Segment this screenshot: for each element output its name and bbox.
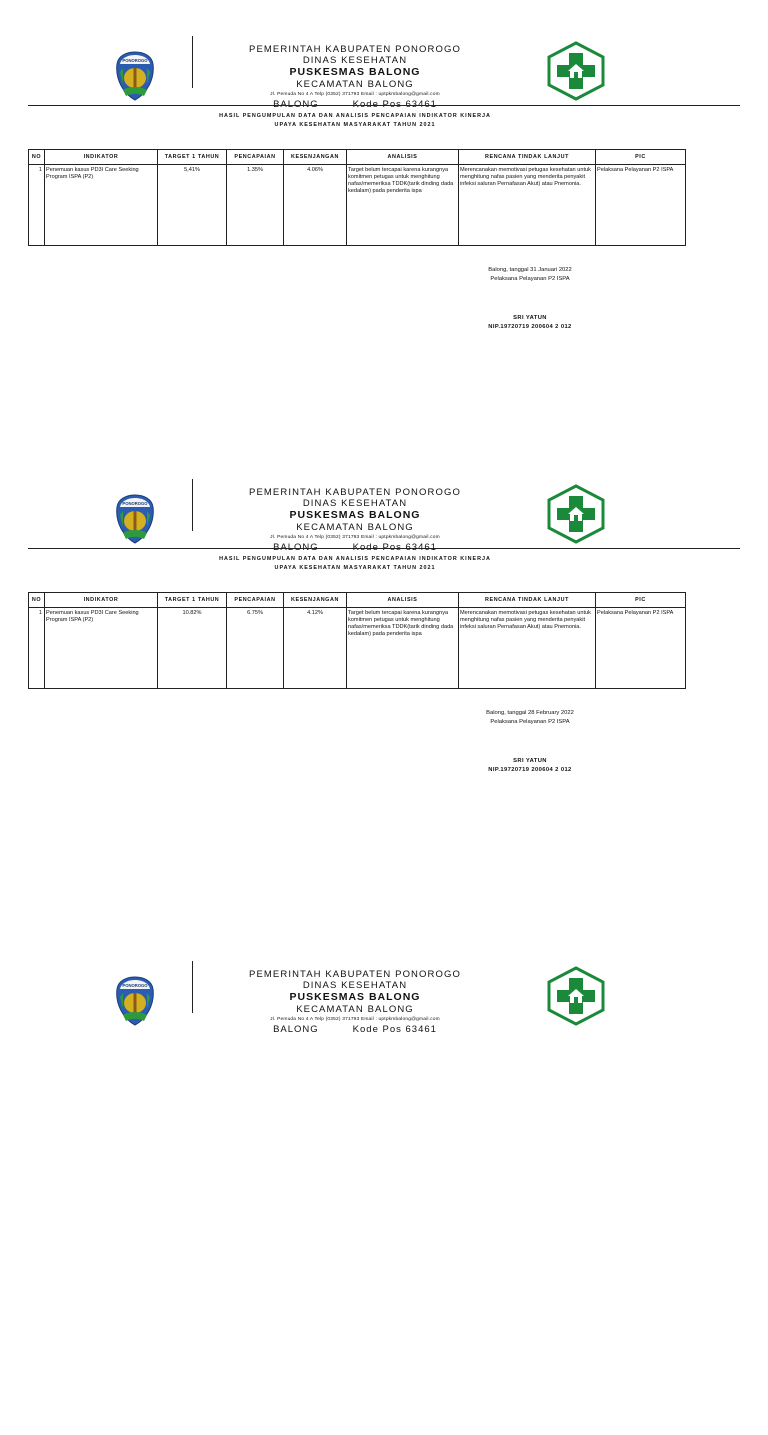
header-divider xyxy=(192,36,193,88)
col-header: TARGET 1 TAHUN xyxy=(158,150,227,165)
cell-indikator: Penemuan kasus PD3I Care Seeking Program ISPA (P2) xyxy=(45,608,158,689)
header-divider xyxy=(192,961,193,1013)
puskesmas-logo-icon xyxy=(545,484,607,544)
signer-block xyxy=(470,314,590,332)
report-title: HASIL PENGUMPULAN DATA DAN ANALISIS PENCAPAIAN INDIKATOR KINERJA UPAYA KESEHATAN MASYARAKAT TAHUN 2021 xyxy=(219,556,491,571)
cell-analisis: Target belum tercapai karena kurangnya komitmen petugas untuk menghitung nafas/memeriksa TDDK(tarik dinding dada kedalam) pada penderita ispa xyxy=(347,608,459,689)
header-divider xyxy=(192,479,193,531)
ponorogo-emblem-icon xyxy=(114,493,156,545)
gov-name: PEMERINTAH KABUPATEN PONOROGO xyxy=(249,969,461,980)
agency-name: DINAS KESEHATAN xyxy=(302,55,408,66)
address: Jl. Pemuda No 4 A Telp (0352) 371793 Email : uptpkmbalong@gmail.com xyxy=(270,535,440,540)
col-header: RENCANA TINDAK LANJUT xyxy=(459,593,596,608)
place-date: Balong, tanggal 28 February 2022 xyxy=(486,710,574,716)
table-row xyxy=(29,165,686,246)
col-header: INDIKATOR xyxy=(45,150,158,165)
district-name: KECAMATAN BALONG xyxy=(296,1004,414,1015)
col-header: INDIKATOR xyxy=(45,593,158,608)
cell-indikator: Penemuan kasus PD3I Care Seeking Program ISPA (P2) xyxy=(45,165,158,246)
report-page xyxy=(0,969,768,1435)
col-header: NO xyxy=(29,150,45,165)
gov-name: PEMERINTAH KABUPATEN PONOROGO xyxy=(249,487,461,498)
ponorogo-emblem-icon xyxy=(114,975,156,1027)
cell-target: 5,41% xyxy=(158,165,227,246)
ponorogo-emblem-icon xyxy=(114,50,156,102)
puskesmas-logo-icon xyxy=(545,41,607,101)
col-header: KESENJANGAN xyxy=(284,593,347,608)
report-page xyxy=(0,44,768,510)
address: Jl. Pemuda No 4 A Telp (0352) 371793 Email : uptpkmbalong@gmail.com xyxy=(270,92,440,97)
signer-role: Pelaksana Pelayanan P2 ISPA xyxy=(490,276,570,282)
letterhead xyxy=(230,44,480,110)
signature-place-date xyxy=(470,709,590,727)
indicator-table xyxy=(28,149,686,246)
postal-code: Kode Pos 63461 xyxy=(352,1024,437,1035)
col-header: PIC xyxy=(596,150,686,165)
col-header: PENCAPAIAN xyxy=(227,150,284,165)
col-header: RENCANA TINDAK LANJUT xyxy=(459,150,596,165)
institution-name: PUSKESMAS BALONG xyxy=(289,509,421,521)
cell-no: 1 xyxy=(29,608,45,689)
place-date: Balong, tanggal 31 Januari 2022 xyxy=(488,267,572,273)
cell-pic: Pelaksana Pelayanan P2 ISPA xyxy=(596,608,686,689)
institution-name: PUSKESMAS BALONG xyxy=(289,66,421,78)
col-header: PIC xyxy=(596,593,686,608)
district-name: KECAMATAN BALONG xyxy=(296,79,414,90)
col-header: ANALISIS xyxy=(347,150,459,165)
col-header: TARGET 1 TAHUN xyxy=(158,593,227,608)
institution-name: PUSKESMAS BALONG xyxy=(289,991,421,1003)
city: BALONG xyxy=(273,1024,319,1035)
agency-name: DINAS KESEHATAN xyxy=(302,498,408,509)
cell-analisis: Target belum tercapai karena kurangnya komitmen petugas untuk menghitung nafas/memeriksa TDDK(tarik dinding dada kedalam) pada penderita ispa xyxy=(347,165,459,246)
table-row xyxy=(29,608,686,689)
cell-rencana: Merencanakan memotivasi petugas kesehatan untuk menghitung nafas pasien yang menderita penyakit infeksi saluran Pernafasan Akut) atau Pnemonia. xyxy=(459,165,596,246)
col-header: KESENJANGAN xyxy=(284,150,347,165)
agency-name: DINAS KESEHATAN xyxy=(302,980,408,991)
header-rule xyxy=(28,105,740,106)
table-header-row xyxy=(29,150,686,165)
indicator-table xyxy=(28,592,686,689)
address: Jl. Pemuda No 4 A Telp (0352) 371793 Email : uptpkmbalong@gmail.com xyxy=(270,1017,440,1022)
header-rule xyxy=(28,548,740,549)
cell-pencapaian: 1.35% xyxy=(227,165,284,246)
cell-rencana: Merencanakan memotivasi petugas kesehatan untuk menghitung nafas pasien yang menderita penyakit infeksi saluran Pernafasan Akut) atau Pnemonia. xyxy=(459,608,596,689)
signer-name: SRI YATUN xyxy=(513,758,547,764)
col-header: ANALISIS xyxy=(347,593,459,608)
report-title: HASIL PENGUMPULAN DATA DAN ANALISIS PENCAPAIAN INDIKATOR KINERJA UPAYA KESEHATAN MASYARAKAT TAHUN 2021 xyxy=(219,113,491,128)
signer-role: Pelaksana Pelayanan P2 ISPA xyxy=(490,719,570,725)
cell-no: 1 xyxy=(29,165,45,246)
gov-name: PEMERINTAH KABUPATEN PONOROGO xyxy=(249,44,461,55)
signer-nip: NIP.19720719 200604 2 012 xyxy=(488,324,572,330)
cell-pencapaian: 6.75% xyxy=(227,608,284,689)
letterhead xyxy=(230,487,480,553)
table-header-row xyxy=(29,593,686,608)
signer-nip: NIP.19720719 200604 2 012 xyxy=(488,767,572,773)
cell-kesenjangan: 4.06% xyxy=(284,165,347,246)
signer-name: SRI YATUN xyxy=(513,315,547,321)
letterhead xyxy=(230,969,480,1035)
cell-kesenjangan: 4.12% xyxy=(284,608,347,689)
emblem-text: PONOROGO xyxy=(122,501,148,506)
district-name: KECAMATAN BALONG xyxy=(296,522,414,533)
emblem-text: PONOROGO xyxy=(122,983,148,988)
signer-block xyxy=(470,757,590,775)
emblem-text: PONOROGO xyxy=(122,58,148,63)
cell-target: 10.82% xyxy=(158,608,227,689)
col-header: NO xyxy=(29,593,45,608)
puskesmas-logo-icon xyxy=(545,966,607,1026)
signature-place-date xyxy=(470,266,590,284)
cell-pic: Pelaksana Pelayanan P2 ISPA xyxy=(596,165,686,246)
report-page xyxy=(0,487,768,953)
col-header: PENCAPAIAN xyxy=(227,593,284,608)
